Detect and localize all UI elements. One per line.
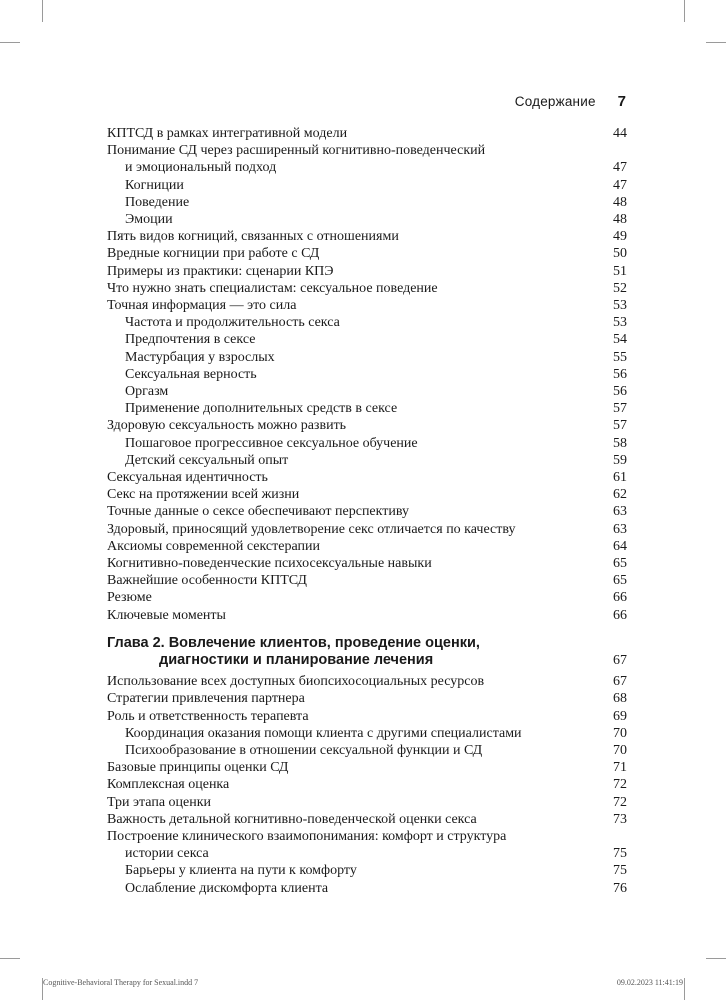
toc-entry-title: Пять видов когниций, связанных с отношениями — [107, 229, 399, 245]
toc-entry-title: Оргазм — [125, 384, 169, 400]
chapter-title: Глава 2. Вовлечение клиентов, проведение оценки, — [107, 634, 480, 651]
toc-entry-title: Предпочтения в сексе — [125, 332, 256, 348]
toc-entry[interactable] — [107, 280, 627, 297]
toc-entry[interactable] — [107, 228, 627, 245]
toc-entry-page: 44 — [613, 126, 627, 141]
toc-entry-page: 66 — [613, 607, 627, 623]
toc-entry-title: Пошаговое прогрессивное сексуальное обучение — [125, 435, 418, 451]
toc-entry-page: 53 — [613, 298, 627, 314]
toc-entry[interactable] — [107, 452, 627, 469]
toc-entry[interactable] — [107, 194, 627, 211]
toc-entry[interactable] — [107, 708, 627, 725]
toc-entry-title: Когнитивно-поведенческие психосексуальные навыки — [107, 556, 432, 572]
toc-entry-title: Секс на протяжении всей жизни — [107, 487, 300, 503]
slug-filename: Cognitive-Behavioral Therapy for Sexual.indd 7 — [43, 978, 199, 987]
toc-entry-title: Важность детальной когнитивно-поведенческой оценки секса — [107, 811, 477, 827]
toc-entry[interactable] — [107, 572, 627, 589]
toc-entry[interactable] — [107, 177, 627, 194]
toc-entry-title: Эмоции — [125, 212, 173, 228]
toc-entry-title: Ключевые моменты — [107, 607, 226, 623]
toc-entry[interactable] — [107, 417, 627, 434]
toc-entry-page: 70 — [613, 725, 627, 741]
toc-entry-page: 63 — [613, 504, 627, 520]
toc-entry-page: 66 — [613, 590, 627, 606]
toc-entry[interactable] — [107, 349, 627, 366]
toc-entry-page: 65 — [613, 556, 627, 572]
toc-entry-title: Важнейшие особенности КПТСД — [107, 573, 307, 589]
toc-entry-page: 72 — [613, 794, 627, 810]
running-head — [515, 93, 626, 110]
toc-entry[interactable] — [107, 742, 627, 759]
toc-entry-page: 59 — [613, 452, 627, 468]
toc-entry-title: Здоровую сексуальность можно развить — [107, 418, 347, 434]
toc-entry-page: 48 — [613, 194, 627, 210]
toc-entry-title: Аксиомы современной секстерапии — [107, 538, 320, 554]
toc-entry[interactable] — [107, 673, 627, 690]
toc-entry[interactable] — [107, 607, 627, 624]
toc-entry[interactable] — [107, 690, 627, 707]
toc-entry[interactable] — [107, 555, 627, 572]
toc-entry-page: 67 — [613, 674, 627, 690]
toc-entry[interactable] — [107, 503, 627, 520]
toc-entry-page: 55 — [613, 349, 627, 365]
toc-entry[interactable] — [107, 538, 627, 555]
toc-entry-title: Применение дополнительных средств в сексе — [125, 401, 398, 417]
crop-mark — [0, 42, 20, 43]
toc-entry-wrapped[interactable] — [107, 142, 627, 176]
toc-entry-title: Использование всех доступных биопсихосоциальных ресурсов — [107, 674, 485, 690]
crop-mark — [684, 978, 685, 1000]
toc-entry-title: Вредные когниции при работе с СД — [107, 246, 320, 262]
toc-entry[interactable] — [107, 589, 627, 606]
toc-entry-title: Сексуальная верность — [125, 366, 257, 382]
toc-entry-page: 75 — [613, 863, 627, 879]
toc-entry[interactable] — [107, 331, 627, 348]
slug-timestamp: 09.02.2023 11:41:19 — [616, 978, 683, 987]
toc-entry[interactable] — [107, 776, 627, 793]
toc-entry[interactable] — [107, 759, 627, 776]
toc-entry[interactable] — [107, 400, 627, 417]
section-title: Содержание — [514, 94, 596, 109]
crop-mark — [706, 42, 726, 43]
toc-entry-page: 76 — [613, 880, 627, 896]
toc-entry-wrapped[interactable] — [107, 828, 627, 862]
toc-entry-page: 50 — [613, 246, 627, 262]
toc-entry[interactable] — [107, 297, 627, 314]
crop-mark — [0, 958, 20, 959]
toc-entry-title: Частота и продолжительность секса — [125, 315, 340, 331]
toc-entry-title: Комплексная оценка — [107, 777, 230, 793]
toc-entry-page: 47 — [613, 177, 627, 193]
crop-mark — [706, 958, 726, 959]
toc-entry[interactable] — [107, 383, 627, 400]
toc-entry-title: Резюме — [107, 590, 152, 606]
toc-entry-title: Построение клинического взаимопонимания: комфорт и структура — [107, 828, 507, 844]
toc-entry-page: 61 — [613, 470, 627, 486]
toc-entry-title: Барьеры у клиента на пути к комфорту — [125, 863, 357, 879]
toc-entry[interactable] — [107, 811, 627, 828]
toc-entry-page: 51 — [613, 263, 627, 279]
toc-entry-page: 68 — [613, 691, 627, 707]
toc-entry-title: Сексуальная идентичность — [107, 470, 268, 486]
toc-entry[interactable] — [107, 125, 627, 142]
toc-entry-title: Стратегии привлечения партнера — [107, 691, 305, 707]
toc-entry-title-cont: истории секса — [125, 846, 209, 862]
toc-entry-page: 62 — [613, 487, 627, 503]
chapter-title-cont: диагностики и планирование лечения — [159, 651, 434, 668]
toc-entry-page: 69 — [613, 708, 627, 724]
toc-entry-title: Когниции — [125, 177, 184, 193]
toc-entry-page: 72 — [613, 777, 627, 793]
print-slug — [43, 978, 683, 987]
chapter-heading[interactable] — [107, 634, 627, 669]
toc-entry-title: Ослабление дискомфорта клиента — [125, 880, 329, 896]
chapter-page: 67 — [613, 652, 627, 668]
toc-entry-page: 73 — [613, 811, 627, 827]
toc-entry[interactable] — [107, 314, 627, 331]
toc-entry-title-cont: и эмоциональный подход — [125, 160, 277, 176]
toc-entry-page: 58 — [613, 435, 627, 451]
toc-entry-page: 70 — [613, 742, 627, 758]
toc-entry-page: 54 — [613, 332, 627, 348]
toc-entry-page: 48 — [613, 212, 627, 228]
toc-entry-page: 64 — [613, 538, 627, 554]
toc-entry-page: 49 — [613, 229, 627, 245]
toc-entry-page: 65 — [613, 573, 627, 589]
toc-entry-page: 71 — [613, 760, 627, 776]
crop-mark — [42, 0, 43, 22]
toc-entry[interactable] — [107, 435, 627, 452]
toc-entry-title: Психообразование в отношении сексуальной функции и СД — [125, 742, 483, 758]
toc-entry-title: Точная информация — это сила — [107, 298, 297, 314]
toc-entry-page: 57 — [613, 401, 627, 417]
toc-entry[interactable] — [107, 880, 627, 897]
toc-entry-page: 53 — [613, 315, 627, 331]
toc-entry[interactable] — [107, 245, 627, 262]
table-of-contents — [107, 125, 627, 897]
toc-entry-page: 75 — [613, 846, 627, 862]
toc-entry-title: Мастурбация у взрослых — [125, 349, 275, 365]
toc-entry-title: Поведение — [125, 194, 190, 210]
toc-entry[interactable] — [107, 366, 627, 383]
toc-entry[interactable] — [107, 469, 627, 486]
toc-entry-title: Координация оказания помощи клиента с другими специалистами — [125, 725, 522, 741]
toc-entry[interactable] — [107, 486, 627, 503]
toc-entry[interactable] — [107, 521, 627, 538]
toc-entry-page: 56 — [613, 366, 627, 382]
toc-entry-page: 47 — [613, 160, 627, 176]
toc-entry-page: 57 — [613, 418, 627, 434]
toc-entry[interactable] — [107, 211, 627, 228]
page-number: 7 — [617, 93, 626, 110]
toc-entry-page: 52 — [613, 280, 627, 296]
crop-mark — [684, 0, 685, 22]
toc-entry-page: 56 — [613, 384, 627, 400]
toc-entry[interactable] — [107, 725, 627, 742]
toc-entry-title: Здоровый, приносящий удовлетворение секс отличается по качеству — [107, 521, 516, 537]
toc-entry-title: Детский сексуальный опыт — [125, 452, 289, 468]
toc-entry[interactable] — [107, 263, 627, 280]
toc-entry-page: 63 — [613, 521, 627, 537]
toc-entry-title: Точные данные о сексе обеспечивают перспективу — [107, 504, 410, 520]
toc-entry[interactable] — [107, 862, 627, 879]
toc-entry-title: Роль и ответственность терапевта — [107, 708, 309, 724]
toc-entry-title: КПТСД в рамках интегративной модели — [107, 126, 348, 141]
toc-entry-title: Примеры из практики: сценарии КПЭ — [107, 263, 334, 279]
toc-entry-title: Понимание СД через расширенный когнитивно-поведенческий — [107, 143, 486, 159]
toc-entry-title: Три этапа оценки — [107, 794, 212, 810]
toc-entry-title: Что нужно знать специалистам: сексуальное поведение — [107, 280, 438, 296]
toc-entry-title: Базовые принципы оценки СД — [107, 760, 289, 776]
toc-entry[interactable] — [107, 794, 627, 811]
